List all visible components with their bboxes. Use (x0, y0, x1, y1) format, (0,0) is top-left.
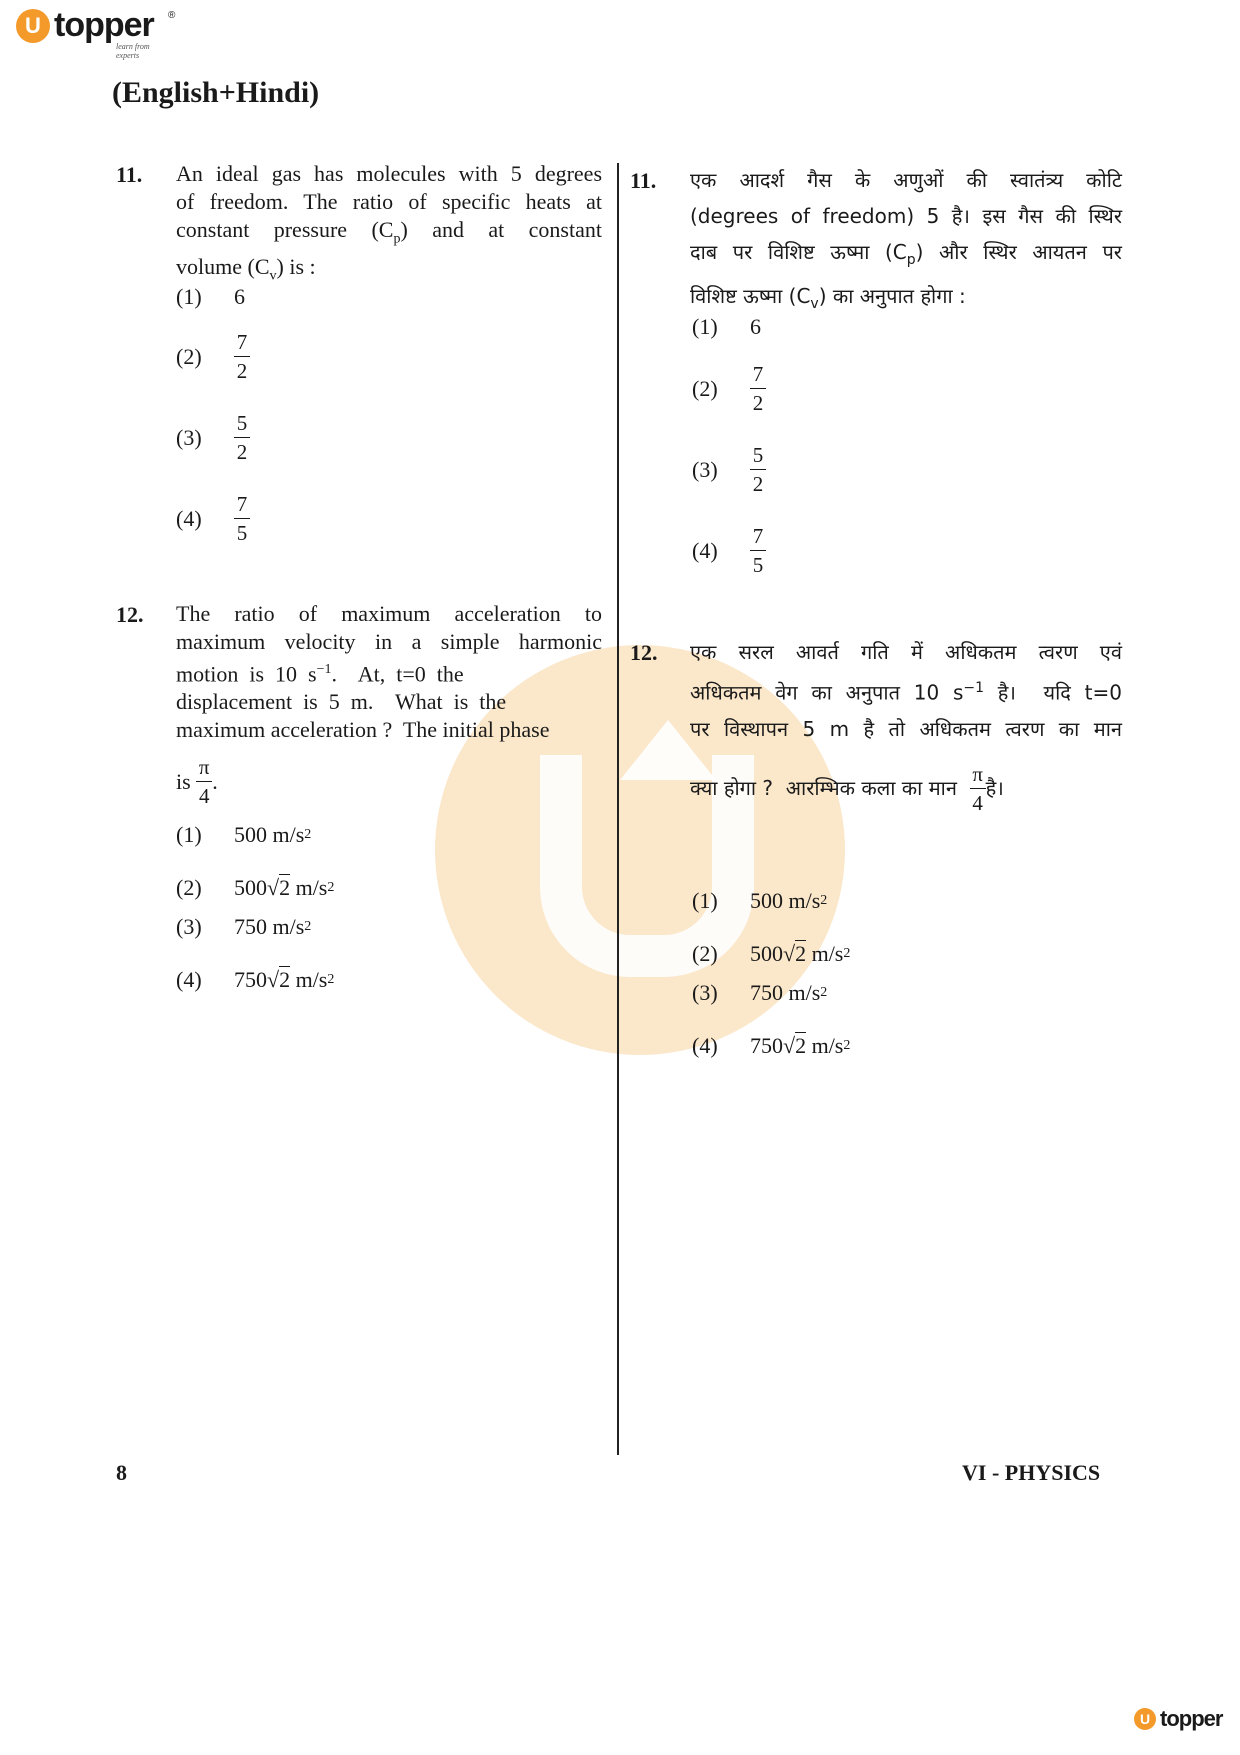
numerator: 7 (236, 330, 248, 354)
text-segment: ) and at constant (400, 217, 602, 242)
subject-label: VI - PHYSICS (962, 1460, 1101, 1485)
option-coef: 750 (750, 1032, 783, 1058)
option-label: (2) (692, 940, 718, 966)
denominator: 2 (752, 472, 764, 496)
option-unit: m/s (806, 1032, 844, 1058)
fraction-bar (750, 469, 766, 470)
option-coef: 750 (750, 980, 783, 1005)
text-segment: . At, t=0 the (331, 661, 464, 687)
fraction (234, 492, 250, 545)
superscript: −1 (316, 662, 332, 677)
question-number: 11. (116, 162, 143, 187)
question-11-text-en (176, 160, 602, 291)
fraction-bar (234, 437, 250, 438)
option-coef: 500 (750, 888, 783, 913)
superscript: 2 (327, 879, 335, 895)
option-item (692, 314, 761, 340)
text-segment: ) और स्थिर आयतन पर (915, 240, 1122, 264)
superscript: 2 (843, 945, 851, 961)
sqrt-icon: √ (783, 1032, 796, 1058)
text-segment: ) is : (276, 254, 316, 280)
fraction-bar (970, 788, 986, 789)
option-unit: m/s (290, 966, 328, 992)
fraction (970, 762, 986, 815)
fraction-bar (234, 356, 250, 357)
option-unit: m/s (290, 874, 328, 900)
superscript: 2 (843, 1037, 851, 1053)
option-item (176, 330, 250, 383)
question-11-text-hi (690, 162, 1122, 322)
option-item (176, 492, 250, 545)
option-label: (1) (176, 284, 202, 309)
option-item (692, 443, 766, 496)
numerator: 5 (236, 411, 248, 435)
option-label: (2) (692, 375, 718, 401)
sqrt-icon: √ (267, 874, 280, 900)
superscript: −1 (963, 680, 985, 696)
denominator: 4 (198, 784, 210, 808)
option-label: (3) (176, 914, 202, 939)
option-item (692, 980, 827, 1006)
numerator: 7 (236, 492, 248, 516)
logo-tagline: learn from experts (116, 42, 150, 60)
radicand: 2 (279, 967, 291, 992)
superscript: 2 (304, 919, 312, 934)
text-segment: है। यदि t=0 (984, 680, 1122, 705)
superscript: 2 (820, 985, 828, 1000)
denominator: 2 (236, 440, 248, 464)
option-unit: m/s (783, 980, 821, 1005)
text-segment: volume (C (176, 254, 270, 280)
subscript: p (906, 252, 916, 268)
initial-phase-line (176, 755, 218, 808)
option-label: (4) (176, 966, 202, 992)
footer-topper-logo (1134, 1706, 1222, 1732)
text-line: of freedom. The ratio of specific heats at (176, 189, 602, 214)
fraction (196, 755, 212, 808)
logo-u-icon: U (16, 9, 50, 43)
text-line (176, 216, 602, 253)
text-segment: क्या होगा ? आरम्भिक कला का मान (690, 776, 957, 800)
option-unit: m/s (806, 940, 844, 966)
option-label: (2) (176, 343, 202, 369)
question-number: 12. (630, 640, 658, 665)
superscript: 2 (820, 893, 828, 908)
option-label: (3) (176, 424, 202, 450)
text-line (176, 656, 602, 688)
fraction (234, 411, 250, 464)
numerator: 7 (752, 524, 764, 548)
numerator: 7 (752, 362, 764, 386)
topper-logo (16, 6, 176, 60)
text-segment: दाब पर विशिष्ट ऊष्मा (C (690, 240, 907, 264)
superscript: 2 (327, 971, 335, 987)
denominator: 2 (752, 391, 764, 415)
page-number: 8 (116, 1460, 127, 1485)
option-coef: 500 (234, 822, 267, 847)
option-coef: 750 (234, 966, 267, 992)
numerator: π (198, 755, 210, 779)
option-coef: 500 (750, 940, 783, 966)
option-item (692, 362, 766, 415)
text-segment: motion is 10 s (176, 661, 317, 687)
logo-registered-mark: ® (168, 10, 176, 21)
page-title: (English+Hindi) (112, 76, 320, 109)
option-item (176, 411, 250, 464)
option-item (692, 524, 766, 577)
option-label: (4) (176, 505, 202, 531)
question-number: 12. (116, 602, 144, 627)
option-unit: m/s (267, 914, 305, 939)
radicand: 2 (795, 1033, 807, 1058)
text-line (690, 234, 1122, 278)
sqrt-icon: √ (783, 940, 796, 966)
option-label: (1) (692, 314, 718, 339)
denominator: 5 (236, 521, 248, 545)
radicand: 2 (279, 875, 291, 900)
superscript: 2 (304, 827, 312, 842)
option-label: (2) (176, 874, 202, 900)
option-label: (1) (176, 822, 202, 847)
option-item (176, 284, 245, 310)
question-number: 11. (630, 168, 657, 193)
logo-text: topper (54, 6, 154, 44)
numerator: π (972, 761, 983, 786)
column-divider (617, 163, 619, 1455)
fraction-bar (234, 518, 250, 519)
option-label: (3) (692, 456, 718, 482)
text-line: The ratio of maximum acceleration to (176, 601, 602, 626)
logo-text: topper (1160, 1706, 1223, 1731)
option-item (692, 888, 827, 914)
fraction-bar (750, 550, 766, 551)
sqrt-icon: √ (267, 966, 280, 992)
option-value: 6 (234, 284, 245, 309)
fraction (750, 524, 766, 577)
option-value: 6 (750, 314, 761, 339)
option-unit: m/s (783, 888, 821, 913)
text-line: maximum velocity in a simple harmonic (176, 629, 602, 654)
option-item (176, 966, 334, 993)
fraction (750, 443, 766, 496)
subscript: v (269, 268, 277, 284)
logo-u-icon: U (1134, 1708, 1156, 1730)
fraction (234, 330, 250, 383)
text-line: एक आदर्श गैस के अणुओं की स्वातंत्र्य कोटि (690, 168, 1122, 192)
text-line (690, 670, 1122, 711)
option-unit: m/s (267, 822, 305, 847)
text-segment: constant pressure (C (176, 217, 394, 242)
initial-phase-line-hi (690, 752, 1004, 824)
text-line: एक सरल आवर्त गति में अधिकतम त्वरण एवं (690, 640, 1122, 664)
question-12-text-en (176, 600, 602, 744)
fraction-bar (196, 781, 212, 782)
option-item (176, 822, 311, 848)
text-segment: ) का अनुपात होगा : (818, 284, 966, 308)
option-label: (4) (692, 537, 718, 563)
text-line: An ideal gas has molecules with 5 degrees (176, 161, 602, 186)
numerator: 5 (752, 443, 764, 467)
option-coef: 500 (234, 874, 267, 900)
text-line: पर विस्थापन 5 m है तो अधिकतम त्वरण का मान (690, 716, 1122, 741)
question-12-text-hi (690, 634, 1122, 747)
denominator: 2 (236, 359, 248, 383)
text-line: (degrees of freedom) 5 है। इस गैस की स्थिर (690, 204, 1122, 228)
option-coef: 750 (234, 914, 267, 939)
option-item (692, 940, 850, 967)
option-label: (4) (692, 1032, 718, 1058)
subscript: v (810, 296, 819, 312)
text-line: displacement is 5 m. What is the (176, 689, 507, 715)
fraction-bar (750, 388, 766, 389)
option-item (692, 1032, 850, 1059)
text-segment: . (212, 768, 218, 794)
text-segment: अधिकतम वेग का अनुपात 10 s (690, 680, 964, 705)
text-line: maximum acceleration ? The initial phase (176, 717, 550, 743)
subscript: p (393, 231, 401, 247)
option-item (176, 874, 334, 901)
option-label: (3) (692, 980, 718, 1005)
denominator: 5 (752, 553, 764, 577)
text-segment: is (176, 768, 191, 794)
text-segment: है। (985, 776, 1004, 800)
option-item (176, 914, 311, 940)
option-label: (1) (692, 888, 718, 913)
radicand: 2 (795, 941, 807, 966)
fraction (750, 362, 766, 415)
denominator: 4 (972, 790, 983, 815)
text-segment: विशिष्ट ऊष्मा (C (690, 284, 811, 308)
